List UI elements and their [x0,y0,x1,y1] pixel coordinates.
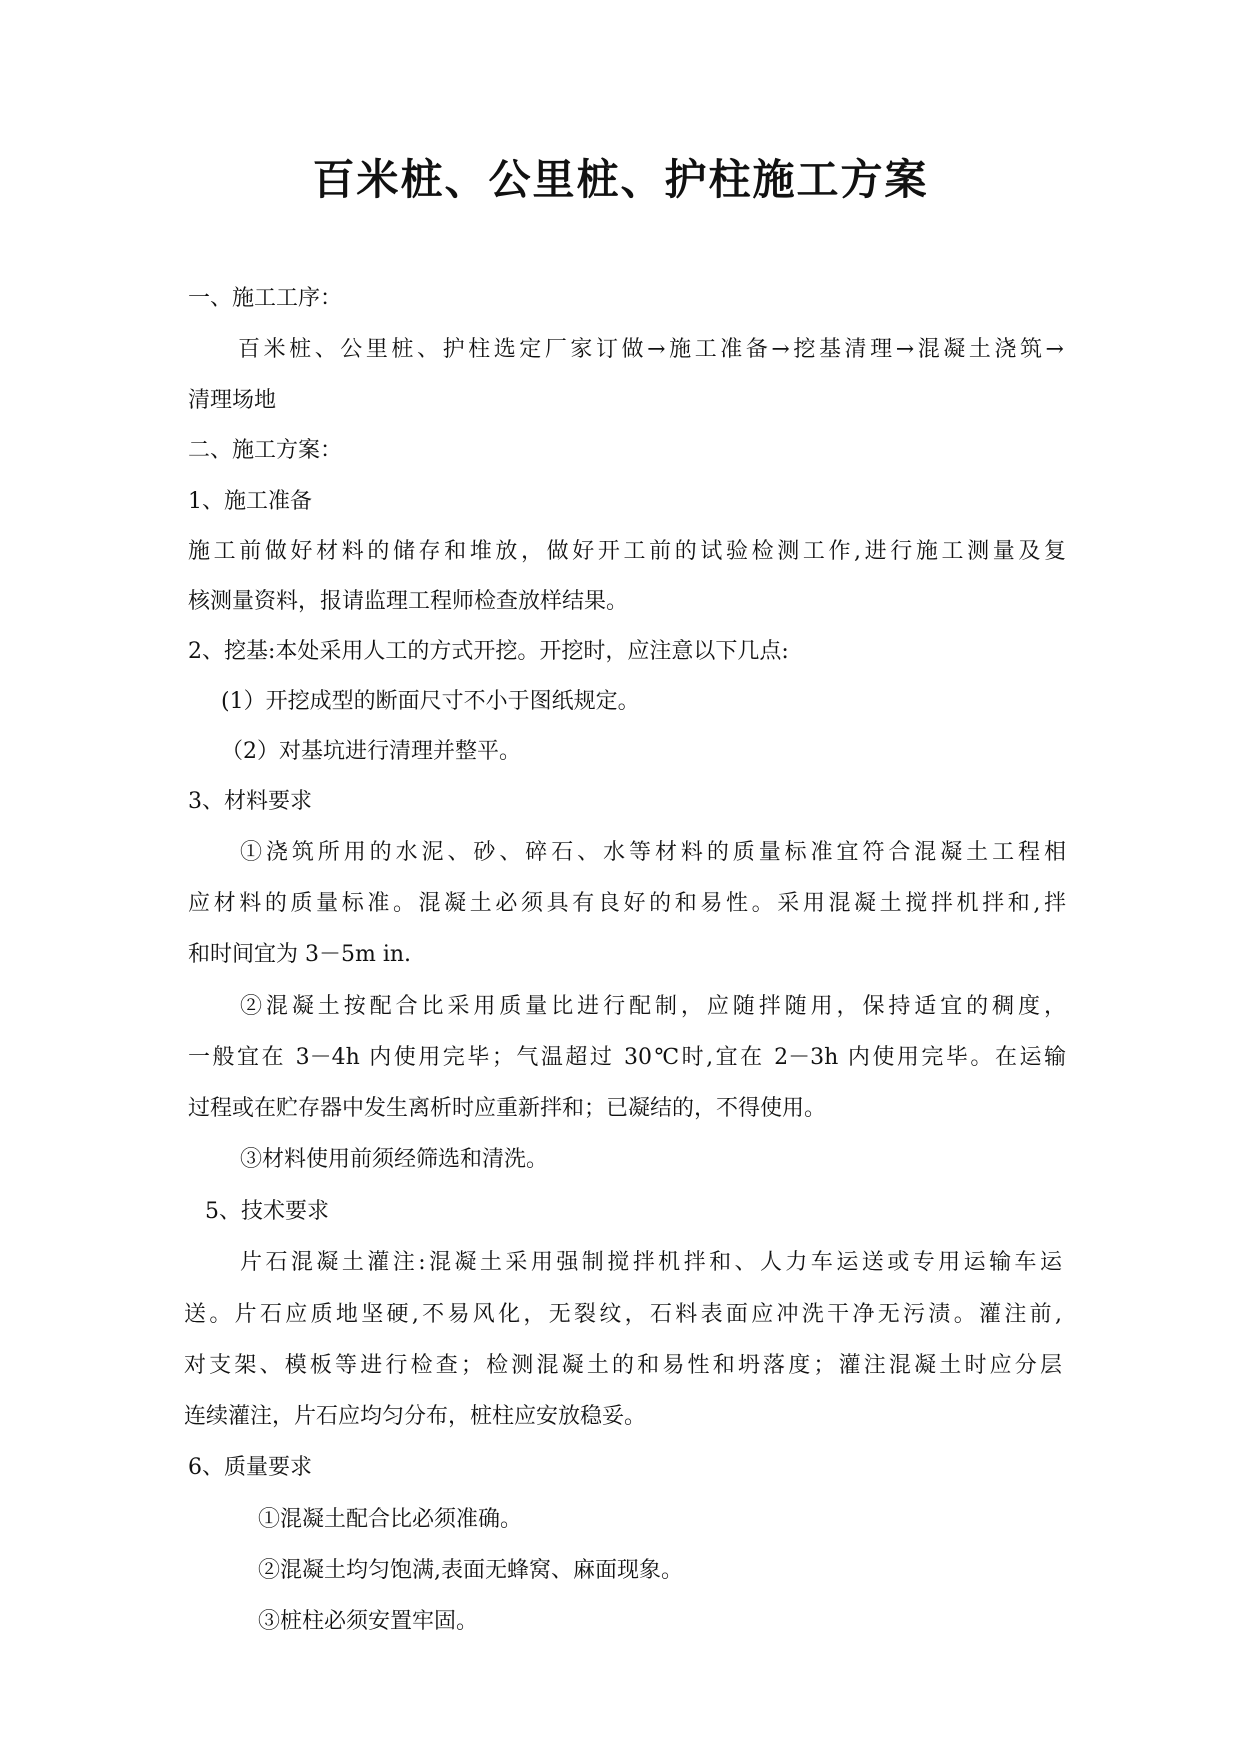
subsection-heading-preparation: 1、施工准备 [188,489,312,514]
paragraph-line: 送。片石应质地坚硬,不易风化，无裂纹，石料表面应冲洗干净无污渍。灌注前, [184,1302,1062,1327]
list-item: (1）开挖成型的断面尺寸不小于图纸规定。 [221,689,640,714]
paragraph-line: 清理场地 [188,388,277,413]
list-item: ②混凝土均匀饱满,表面无蜂窝、麻面现象。 [258,1558,683,1583]
paragraph-line: 应材料的质量标准。混凝土必须具有良好的和易性。采用混凝土搅拌机拌和,拌 [188,891,1066,916]
paragraph-line: 片石混凝土灌注:混凝土采用强制搅拌机拌和、人力车运送或专用运输车运 [240,1250,1062,1275]
paragraph-line: 核测量资料，报请监理工程师检查放样结果。 [188,589,629,614]
list-item: ③桩柱必须安置牢固。 [258,1609,479,1634]
paragraph-line: ③材料使用前须经筛选和清洗。 [240,1147,549,1172]
section-heading-procedure: 一、施工工序： [188,286,343,311]
paragraph-line: ①浇筑所用的水泥、砂、碎石、水等材料的质量标准宜符合混凝土工程相 [240,840,1066,865]
subsection-heading-quality: 6、质量要求 [188,1455,312,1480]
paragraph-line: 对支架、模板等进行检查；检测混凝土的和易性和坍落度；灌注混凝土时应分层 [184,1353,1062,1378]
section-heading-plan: 二、施工方案： [188,438,343,463]
subsection-heading-materials: 3、材料要求 [188,789,312,814]
list-item: ①混凝土配合比必须准确。 [258,1507,523,1532]
list-item: （2）对基坑进行清理并整平。 [221,739,521,764]
paragraph-line: 一般宜在 3－4h 内使用完毕；气温超过 30℃时,宜在 2－3h 内使用完毕。在运输 [188,1045,1066,1070]
document-title: 百米桩、公里桩、护柱施工方案 [312,155,929,204]
paragraph-line: 施工前做好材料的储存和堆放，做好开工前的试验检测工作,进行施工测量及复 [188,539,1066,564]
paragraph-line: 过程或在贮存器中发生离析时应重新拌和；已凝结的，不得使用。 [188,1096,827,1121]
paragraph-line: 百米桩、公里桩、护柱选定厂家订做→施工准备→挖基清理→混凝土浇筑→ [238,337,1064,362]
subsection-heading-excavation: 2、挖基:本处采用人工的方式开挖。开挖时，应注意以下几点: [188,639,789,664]
subsection-heading-technical: 5、技术要求 [205,1199,329,1224]
paragraph-line: 和时间宜为 3－5m in. [188,942,412,967]
paragraph-line: 连续灌注，片石应均匀分布，桩柱应安放稳妥。 [184,1404,647,1429]
paragraph-line: ②混凝土按配合比采用质量比进行配制，应随拌随用，保持适宜的稠度， [240,994,1066,1019]
